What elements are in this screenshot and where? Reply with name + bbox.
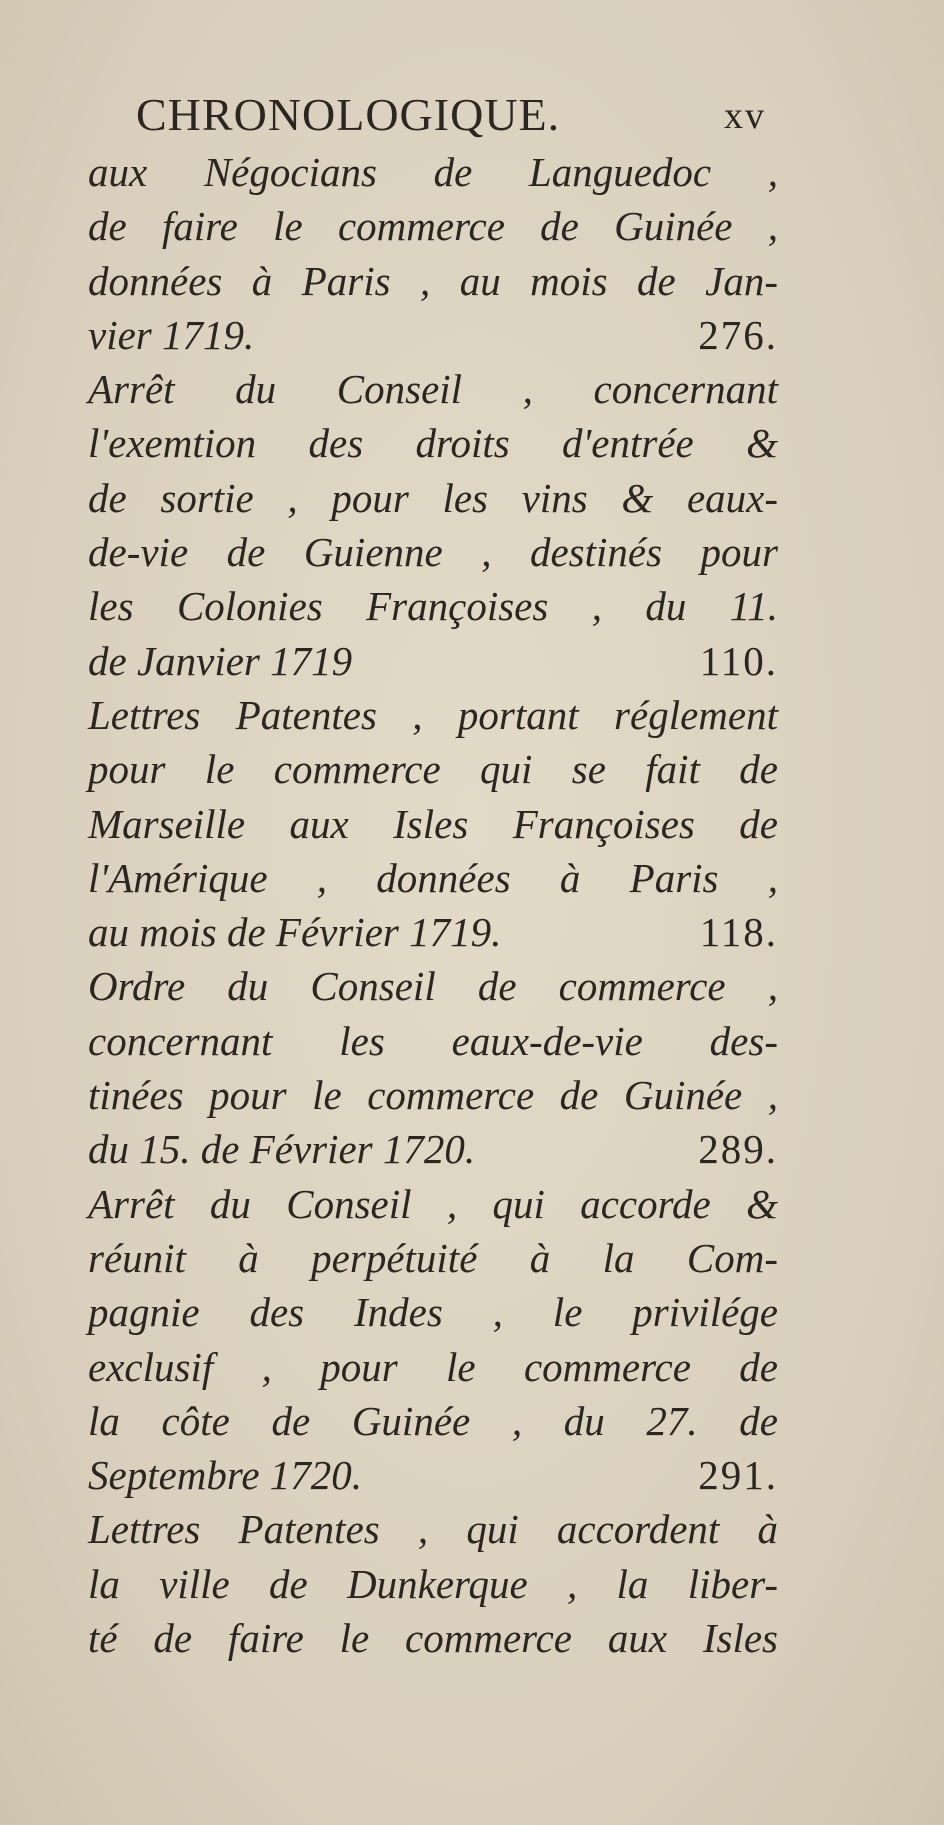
- page-reference: 110.: [699, 637, 778, 684]
- entry-line: té de faire le commerce aux Isles: [88, 1615, 778, 1662]
- entry-line: Arrêt du Conseil , qui accorde &: [88, 1180, 778, 1227]
- list-entry: [88, 362, 778, 688]
- page-reference: 289.: [698, 1126, 778, 1173]
- entry-line: Arrêt du Conseil , concernant: [88, 366, 778, 413]
- page-number: xv: [724, 95, 766, 137]
- entry-date: au mois de Février 1719.: [88, 909, 502, 956]
- entry-line: Lettres Patentes , portant réglement: [88, 691, 778, 738]
- entry-line: pour le commerce qui se fait de: [88, 746, 778, 793]
- entry-line: réunit à perpétuité à la Com-: [88, 1234, 778, 1281]
- page-reference: 291.: [698, 1452, 778, 1499]
- running-title: CHRONOLOGIQUE.: [136, 89, 561, 140]
- list-entry: [88, 145, 778, 362]
- entry-line: la ville de Dunkerque , la liber-: [88, 1560, 778, 1607]
- entry-line: la côte de Guinée , du 27. de: [88, 1397, 778, 1444]
- entry-last-line: [88, 1122, 778, 1176]
- entry-date: du 15. de Février 1720.: [88, 1126, 476, 1173]
- entry-line: les Colonies Françoises , du 11.: [88, 583, 778, 630]
- entry-line: de sortie , pour les vins & eaux-: [88, 474, 778, 521]
- entry-line: l'Amérique , données à Paris ,: [88, 854, 778, 901]
- list-entry: [88, 959, 778, 1176]
- page-reference: 276.: [698, 311, 778, 358]
- entry-line: de-vie de Guienne , destinés pour: [88, 529, 778, 576]
- entry-line: données à Paris , au mois de Jan-: [88, 257, 778, 304]
- list-entry: [88, 1502, 778, 1665]
- entry-last-line: [88, 634, 778, 688]
- entry-line: Marseille aux Isles Françoises de: [88, 800, 778, 847]
- chronological-list: [88, 145, 778, 1665]
- entry-line: Lettres Patentes , qui accordent à: [88, 1506, 778, 1553]
- list-entry: [88, 688, 778, 959]
- entry-line: pagnie des Indes , le privilége: [88, 1289, 778, 1336]
- entry-line: aux Négocians de Languedoc ,: [88, 149, 778, 195]
- entry-last-line: [88, 308, 778, 362]
- entry-line: tinées pour le commerce de Guinée ,: [88, 1072, 778, 1119]
- entry-line: l'exemtion des droits d'entrée &: [88, 420, 778, 467]
- list-entry: [88, 1177, 778, 1503]
- entry-last-line: [88, 1448, 778, 1502]
- entry-line: Ordre du Conseil de commerce ,: [88, 963, 778, 1010]
- entry-line: concernant les eaux-de-vie des-: [88, 1017, 778, 1064]
- entry-date: de Janvier 1719: [88, 637, 353, 684]
- entry-line: de faire le commerce de Guinée ,: [88, 203, 778, 250]
- page-reference: 118.: [699, 909, 778, 956]
- entry-line: exclusif , pour le commerce de: [88, 1343, 778, 1390]
- entry-date: Septembre 1720.: [88, 1452, 363, 1499]
- running-header: [136, 88, 766, 148]
- entry-last-line: [88, 905, 778, 959]
- entry-date: vier 1719.: [88, 311, 255, 358]
